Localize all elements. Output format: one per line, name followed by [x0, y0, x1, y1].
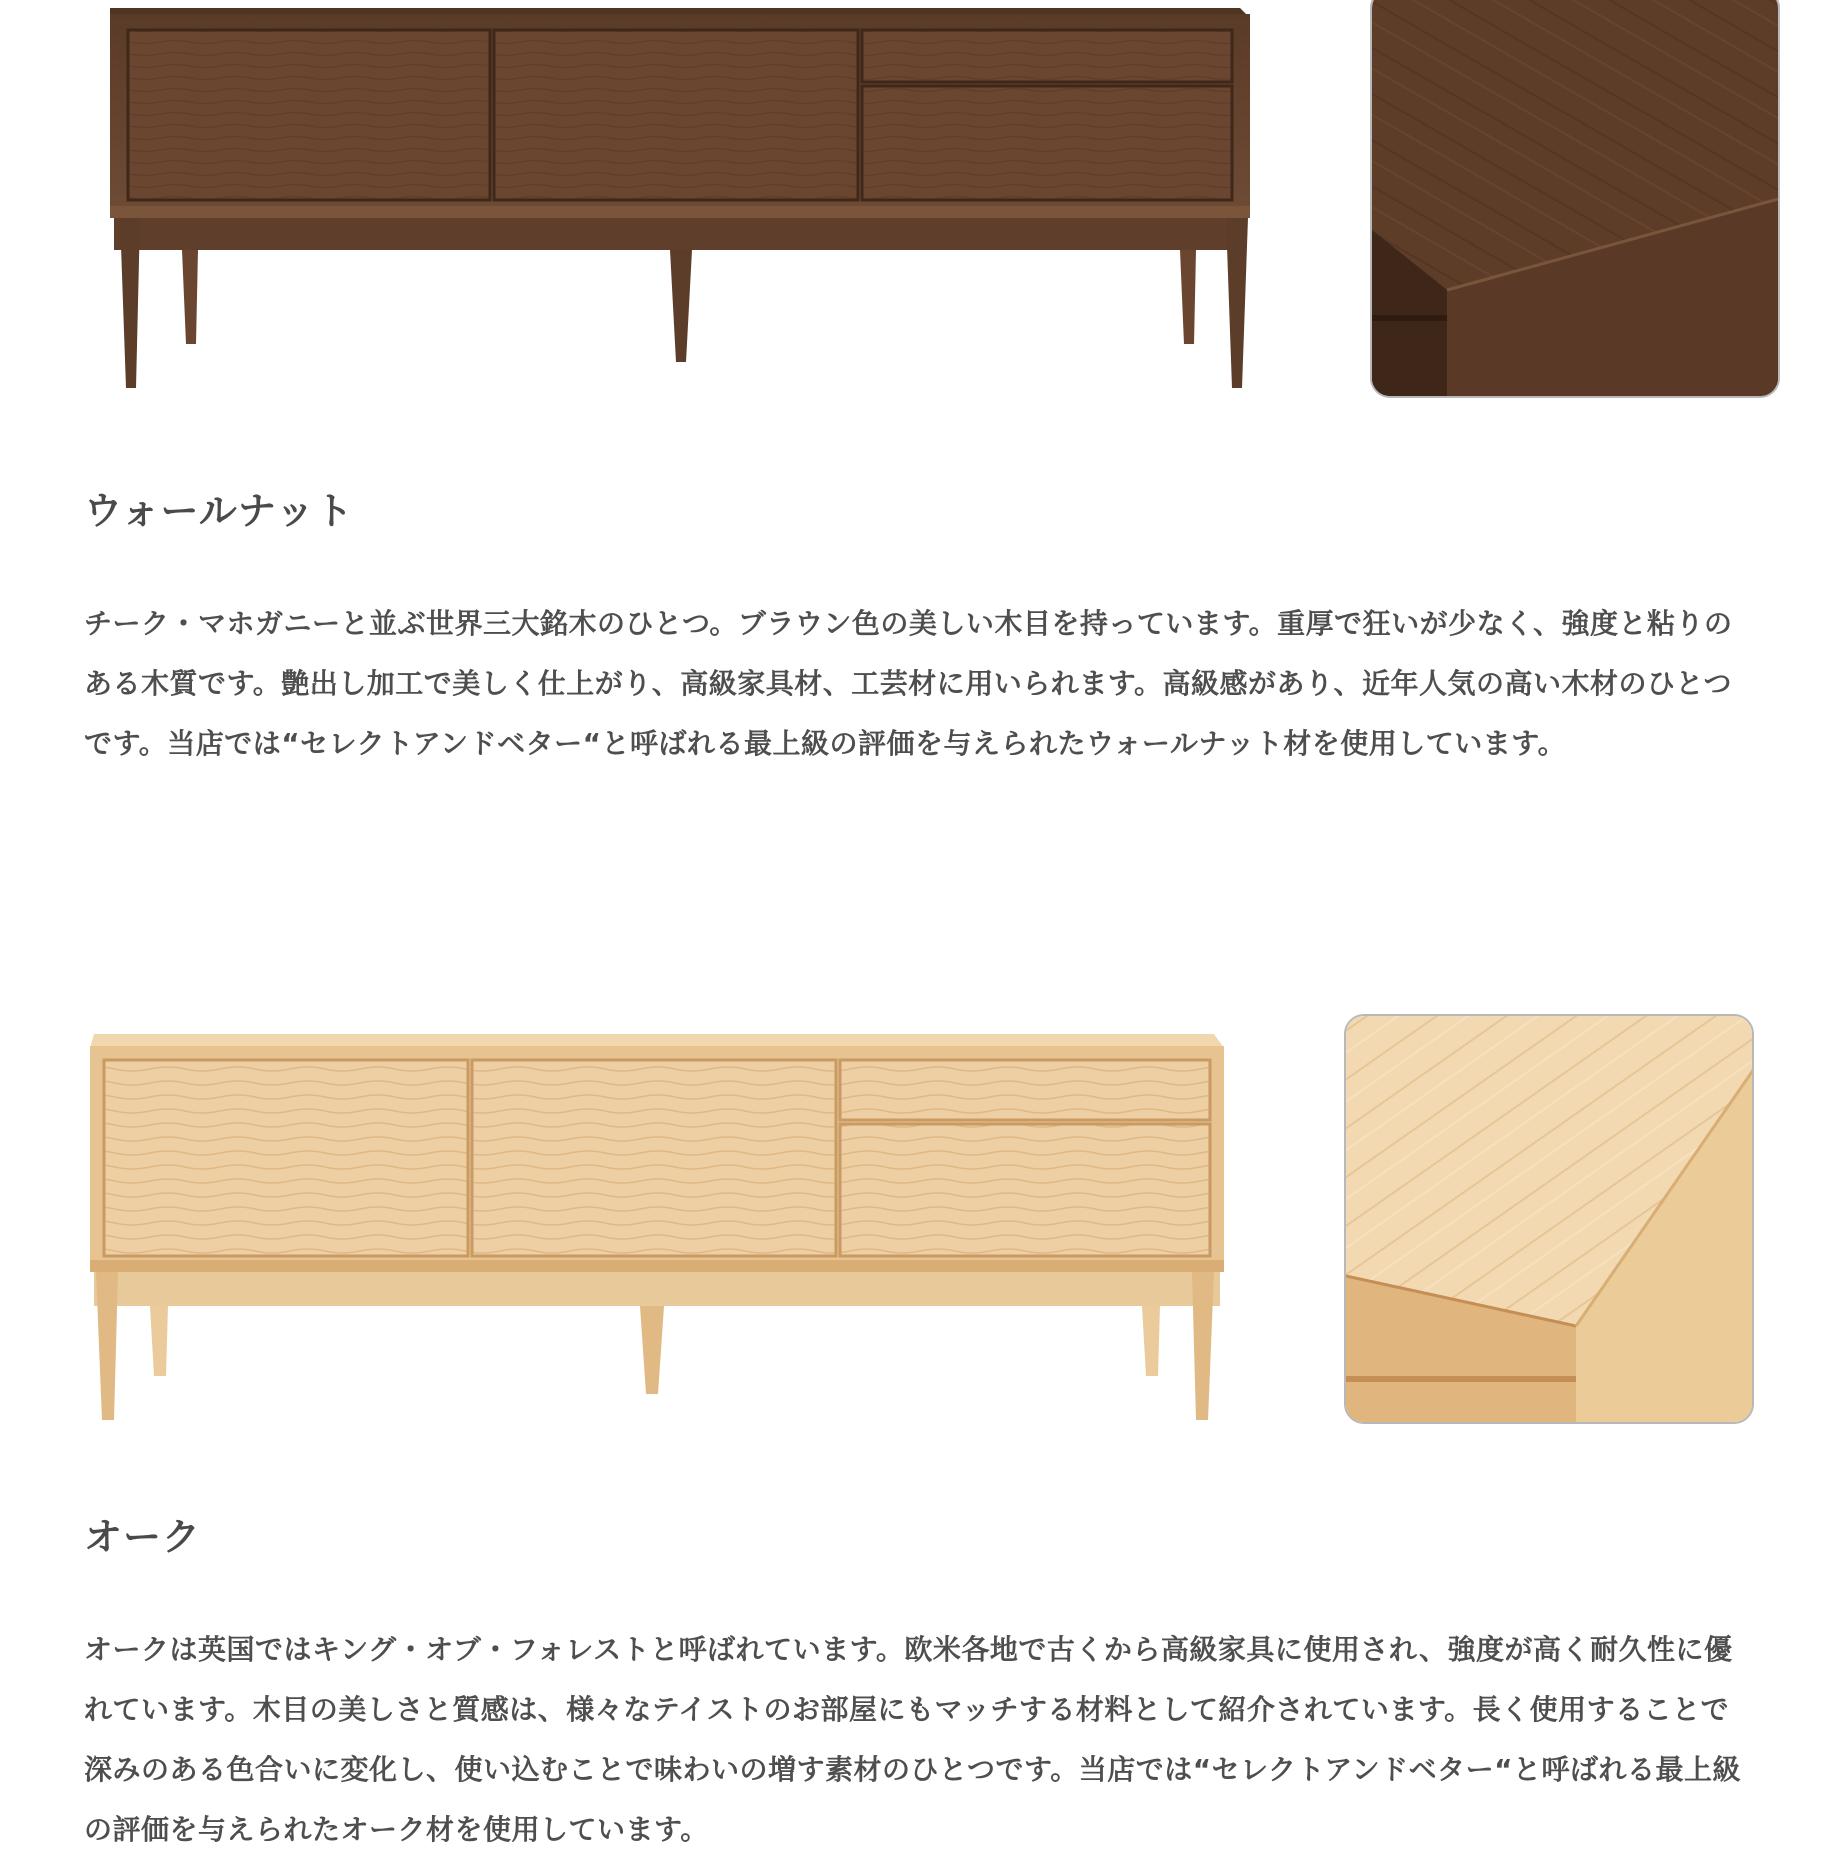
walnut-detail-image: [1370, 0, 1780, 398]
oak-description: オークは英国ではキング・オブ・フォレストと呼ばれています。欧米各地で古くから高級家具に使用され、強度が高く耐久性に優れています。木目の美しさと質感は、様々なテイストのお部屋にもマッチする材料として紹介されています。長く使用することで深みのある色合いに変化し、使い込むことで味わいの増す素材のひとつです。当店では“セレクトアンドベター“と呼ばれる最上級の評価を与えられたオーク材を使用しています。: [84, 1633, 1741, 1846]
walnut-description: チーク・マホガニーと並ぶ世界三大銘木のひとつ。ブラウン色の美しい木目を持っています。重厚で狂いが少なく、強度と粘りのある木質です。艶出し加工で美しく仕上がり、高級家具材、工芸材に用いられます。高級感があり、近年人気の高い木材のひとつです。当店では“セレクトアンドベター“と呼ばれる最上級の評価を与えられたウォールナット材を使用しています。: [84, 607, 1733, 760]
oak-sideboard-image: [80, 1020, 1240, 1440]
oak-detail-image: [1344, 1014, 1754, 1424]
oak-title: オーク: [84, 1515, 202, 1559]
walnut-sideboard-image: [100, 0, 1260, 400]
walnut-title: ウォールナット: [84, 489, 354, 533]
